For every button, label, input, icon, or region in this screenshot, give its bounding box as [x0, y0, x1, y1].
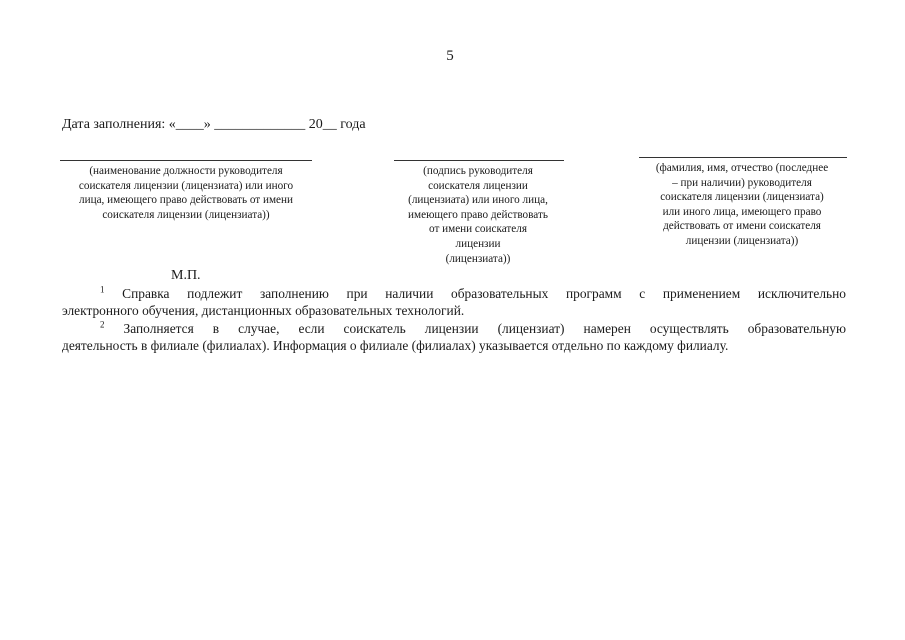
signature-block-position [60, 160, 312, 222]
signature-block-signature [392, 160, 564, 266]
signature-line-name [639, 157, 847, 158]
caption-line: от имени соискателя [429, 223, 527, 236]
position-caption [60, 164, 312, 222]
signature-line-signature [394, 160, 564, 161]
signature-caption [392, 164, 564, 266]
caption-line: – при наличии) руководителя [672, 176, 812, 189]
footnote-marker: 2 [100, 319, 105, 330]
footnote-first-line [62, 320, 846, 337]
caption-line: (фамилия, имя, отчество (последнее [655, 162, 829, 174]
caption-line: соискателя лицензии (лицензиата)) [102, 208, 270, 221]
footnote-2 [62, 320, 846, 354]
caption-line: имеющего право действовать [408, 208, 548, 221]
signature-line-position [60, 160, 312, 161]
footnote-continuation: электронного обучения, дистанционных образовательных технологий. [62, 303, 465, 318]
footnote-text: Заполняется в случае, если соискатель лицензии (лицензиат) намерен осуществлять образовательную [123, 321, 846, 336]
footnote-continuation: деятельность в филиале (филиалах). Информация о филиале (филиалах) указывается отдельно по каждому филиалу. [62, 338, 729, 353]
caption-line: соискателя лицензии (лицензиата) [660, 191, 824, 204]
caption-line: (подпись руководителя [423, 165, 533, 177]
footnote-1 [62, 285, 846, 319]
caption-line: лица, имеющего право действовать от имени [79, 194, 293, 207]
caption-line: лицензии [455, 237, 501, 250]
footnote-marker: 1 [100, 284, 105, 295]
page-number: 5 [446, 48, 454, 64]
fill-date-line: Дата заполнения: «____» _____________ 20__ года [62, 117, 366, 132]
name-caption [637, 161, 847, 249]
caption-line: соискателя лицензии [428, 179, 528, 192]
stamp-label: М.П. [171, 268, 201, 283]
caption-line: (лицензиата)) [445, 252, 511, 265]
footnote-first-line [62, 285, 846, 302]
footnote-text: Справка подлежит заполнению при наличии образовательных программ с применением исключительно [122, 286, 846, 301]
caption-line: (лицензиата) или иного лица, [408, 194, 548, 207]
caption-line: действовать от имени соискателя [663, 220, 821, 233]
caption-line: (наименование должности руководителя [89, 165, 283, 177]
caption-line: лицензии (лицензиата)) [685, 234, 799, 247]
caption-line: соискателя лицензии (лицензиата) или иного [78, 179, 294, 192]
caption-line: или иного лица, имеющего право [662, 205, 822, 218]
signature-block-name [637, 157, 847, 249]
